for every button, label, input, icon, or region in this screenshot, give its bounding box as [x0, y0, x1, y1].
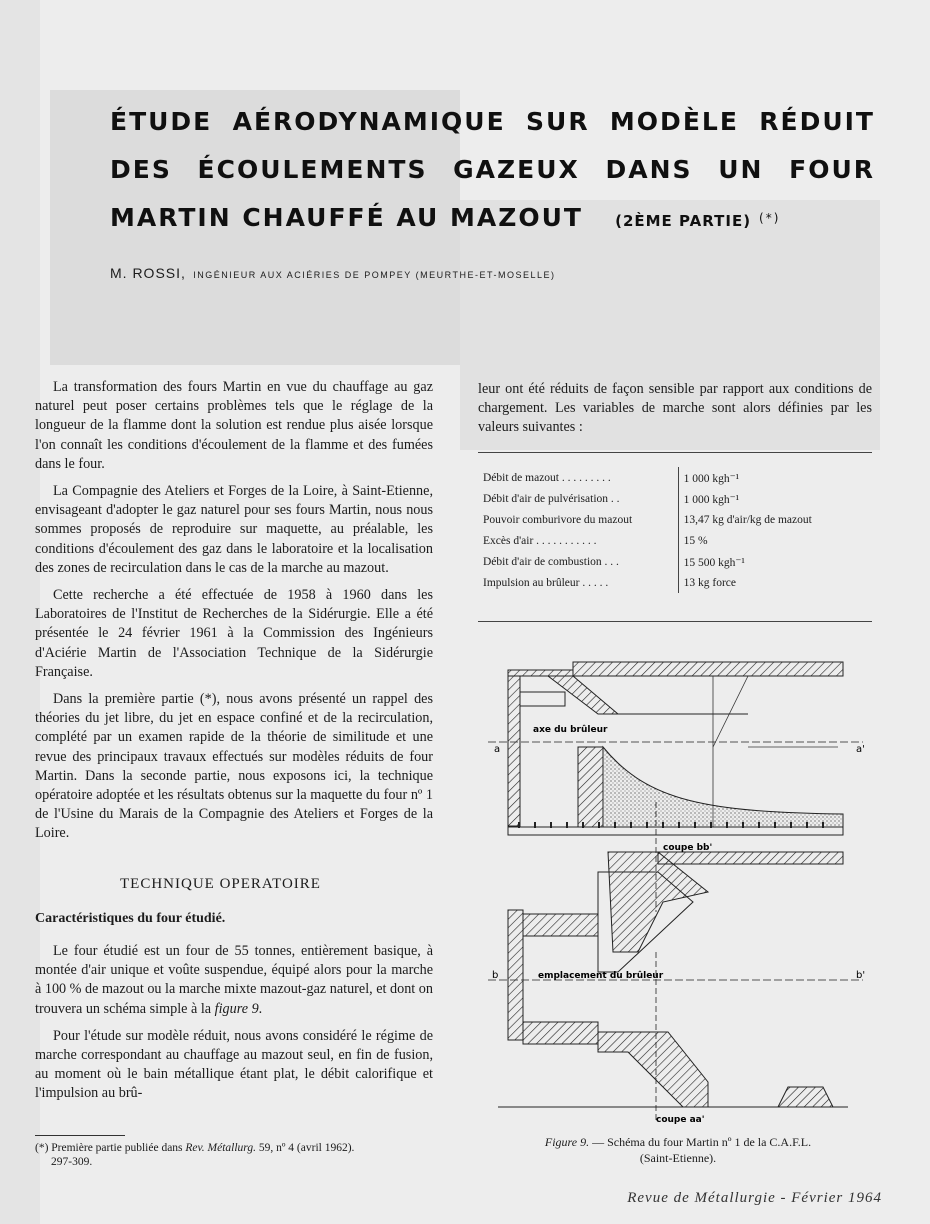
footnote-journal: Rev. Métallurg. [185, 1142, 256, 1154]
furnace-diagram [478, 652, 878, 1127]
label-coupe-aa: coupe aa' [656, 1115, 705, 1125]
top-section-coupe-bb [488, 662, 863, 835]
paragraph-text: . [258, 1000, 263, 1017]
footnote-pages: 297-309. [51, 1156, 93, 1168]
label-a: a [494, 744, 501, 755]
article-title [110, 98, 875, 245]
table-cell-label: Débit de mazout . . . . . . . . . [483, 471, 611, 484]
caption-line-1 [545, 1135, 811, 1149]
title-part: (2ÈME PARTIE) [615, 212, 752, 230]
paragraph [35, 942, 433, 1019]
paragraph: La Compagnie des Ateliers et Forges de la Loire, à Saint-Etienne, envisageant d'adopter le gaz naturel pour ses fours Martin, nous nous sommes proposés de reproduire sur maquette, au préalable, les conditions d'écoulement des gaz dans le laboratoire et la localisation des zones de recirculation dans le cas de la marche au mazout. [35, 483, 433, 576]
subsection-heading: Caractéristiques du four étudié. [35, 911, 226, 926]
footnote-text: (*) Première partie publiée dans [35, 1142, 186, 1154]
table-cell-label: Débit d'air de combustion . . . [483, 555, 619, 568]
table-cell-value: 15 % [678, 530, 852, 551]
paragraph-text: Le four étudié est un four de 55 tonnes, entièrement basique, à montée d'air unique et voûte suspendue, équipé alors pour la marche à 100 % de mazout ou la marche mixte mazout-gaz naturel, et dont on trouvera un schéma simple à la [35, 943, 433, 1017]
journal-footer: Revue de Métallurgie - Février 1964 [627, 1190, 882, 1206]
footnote-text: 59, nº 4 (avril 1962). [255, 1142, 355, 1154]
table-row [478, 551, 852, 572]
caption-line-2: (Saint-Etienne). [639, 1151, 717, 1165]
table-cell-value: 1 000 kgh⁻¹ [678, 467, 852, 488]
table-cell-label: Impulsion au brûleur . . . . . [483, 576, 609, 589]
figure-9-furnace-schema [478, 652, 878, 1127]
operating-variables-table [478, 452, 872, 622]
title-line-1: ÉTUDE AÉRODYNAMIQUE SUR MODÈLE RÉDUIT [110, 107, 875, 136]
table-row [478, 509, 852, 530]
label-coupe-bb: coupe bb' [663, 843, 713, 853]
paragraph: leur ont été réduits de façon sensible par rapport aux conditions de chargement. Les variables de marche sont alors définies par les valeurs suivantes : [478, 381, 872, 436]
footnote [35, 1141, 435, 1169]
label-axe-du-bruleur: axe du brûleur [533, 725, 608, 735]
label-emplacement-du-bruleur: emplacement du brûleur [538, 971, 664, 981]
column-left-lower [35, 942, 433, 1112]
label-b-prime: b' [856, 970, 866, 981]
author-name: M. ROSSI, [110, 265, 186, 281]
table-cell-label: Pouvoir comburivore du mazout [483, 513, 633, 526]
label-b: b [492, 970, 499, 981]
table-cell-value: 1 000 kgh⁻¹ [678, 488, 852, 509]
table-cell-value: 15 500 kgh⁻¹ [678, 551, 852, 572]
paragraph: La transformation des fours Martin en vue du chauffage au gaz naturel peut poser certains problèmes tels que le réglage de la longueur de la flamme dont la solution est rendue plus aisée lorsque l'on connaît les conditions d'écoulement de la flamme et des fumées dans le four. [35, 379, 433, 472]
paragraph: Dans la première partie (*), nous avons présenté un rappel des théories du jet libre, du jet en espace confiné et de la recirculation, complété par un examen rapide de la théorie de similitude et une revue des principaux travaux effectués sur modèles réduits de four Martin. Dans la seconde partie, nous exposons ici, la technique opératoire adoptée et les résultats obtenus sur la maquette du four nº 1 de l'Usine du Marais de la Compagnie des Ateliers et Forges de la Loire. [35, 691, 433, 842]
figure-reference: figure 9 [214, 1000, 259, 1017]
title-line-3 [110, 194, 875, 245]
title-footnote-mark: (*) [759, 211, 781, 225]
column-right [478, 380, 872, 446]
footnote-rule [35, 1135, 125, 1136]
caption-dash: — [589, 1135, 608, 1149]
caption-text: Schéma du four Martin nº 1 de la C.A.F.L. [607, 1135, 812, 1149]
table-row [478, 467, 852, 488]
table-row [478, 572, 852, 593]
title-line-2: DES ÉCOULEMENTS GAZEUX DANS UN FOUR [110, 155, 875, 184]
scan-shading [0, 0, 40, 1224]
caption-figure-number: Figure 9. [544, 1135, 590, 1149]
label-a-prime: a' [856, 744, 865, 755]
title-line-3-text: MARTIN CHAUFFÉ AU MAZOUT [110, 203, 583, 232]
table-cell-label: Débit d'air de pulvérisation . . [483, 492, 620, 505]
paragraph: Pour l'étude sur modèle réduit, nous avons considéré le régime de marche correspondant au chauffage au mazout seul, en fin de fusion, au moment où le bain métallique étant plat, le débit calorifique et l'impulsion au brû- [35, 1027, 433, 1102]
author-line [110, 265, 555, 281]
section-heading: TECHNIQUE OPERATOIRE [120, 876, 321, 892]
table-row [478, 530, 852, 551]
paragraph: Cette recherche a été effectuée de 1958 à 1960 dans les Laboratoires de l'Institut de Recherches de la Sidérurgie. Elle a été présentée le 24 février 1961 à la Commission des Ingénieurs d'Aciérie Martin de l'Association Technique de la Sidérurgie Française. [35, 587, 433, 680]
table-cell-value: 13 kg force [678, 572, 852, 593]
table-cell-label: Excès d'air . . . . . . . . . . . [483, 534, 597, 547]
table-cell-value: 13,47 kg d'air/kg de mazout [678, 509, 852, 530]
column-left [35, 378, 433, 852]
figure-caption [478, 1134, 878, 1166]
author-affiliation: INGÉNIEUR AUX ACIÉRIES DE POMPEY (MEURTHE-ET-MOSELLE) [193, 270, 556, 280]
table-row [478, 488, 852, 509]
